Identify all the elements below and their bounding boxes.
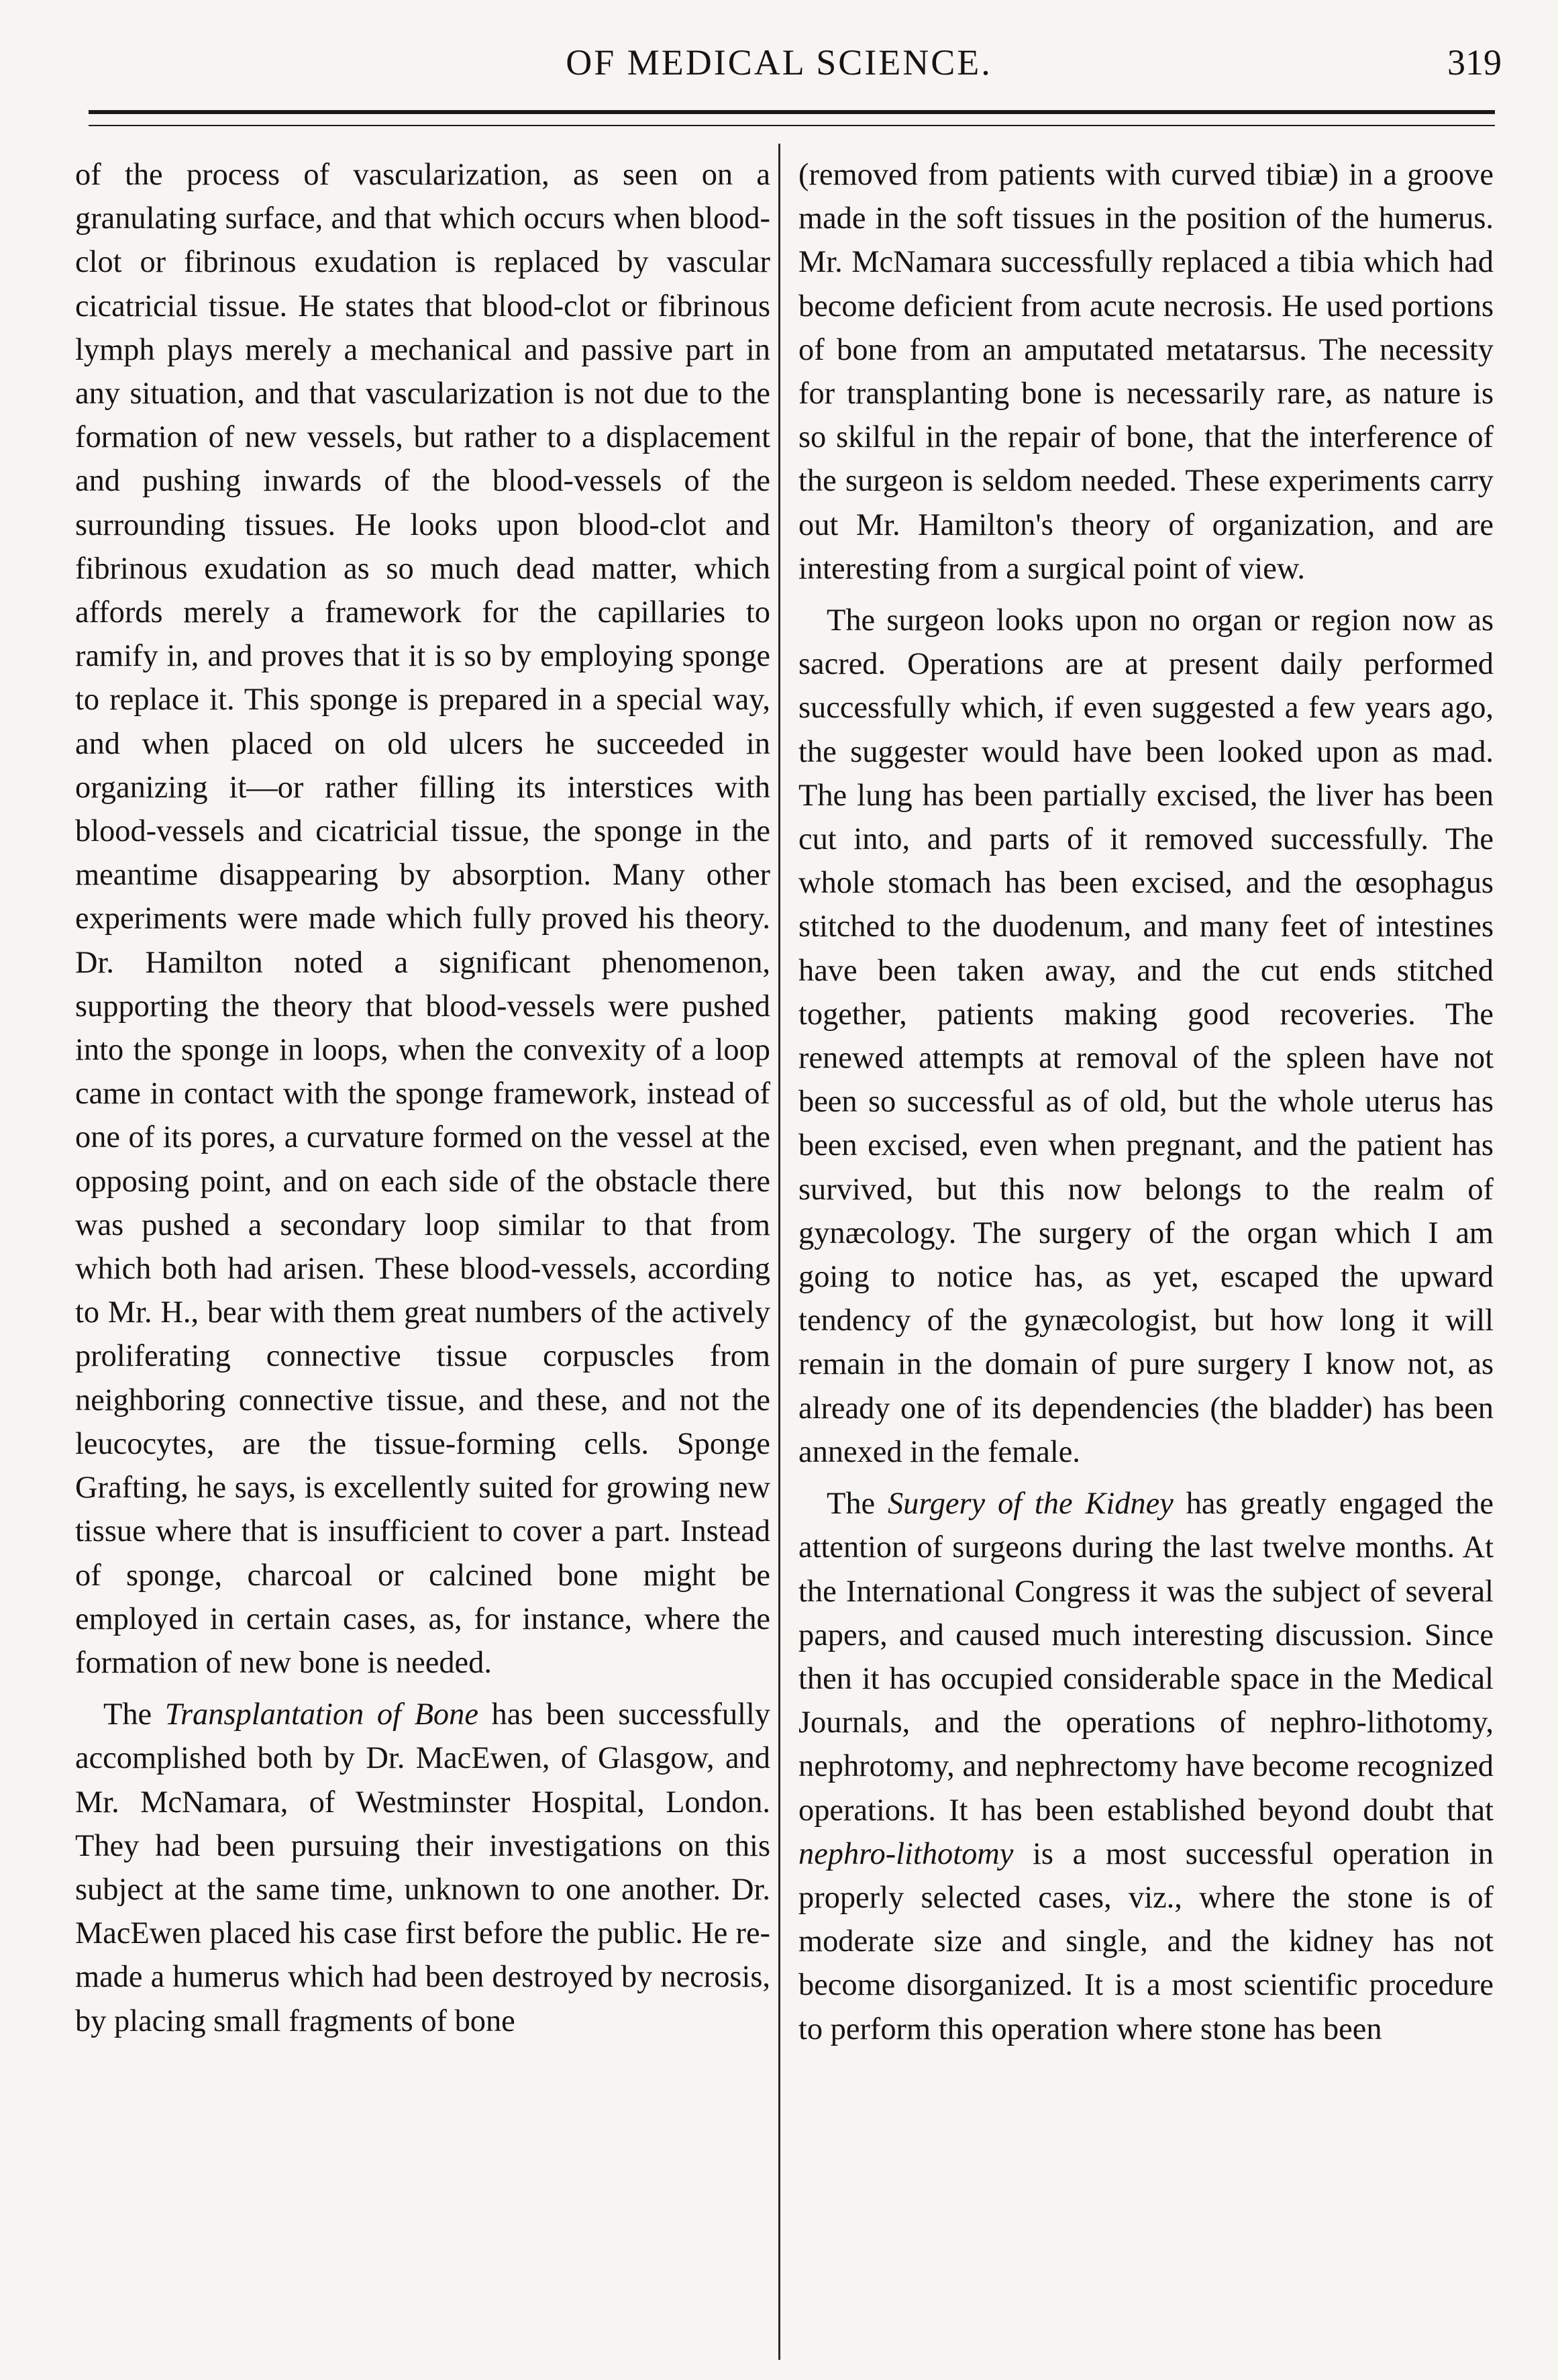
page-header bbox=[0, 32, 1558, 93]
italic-term: nephro-lithotomy bbox=[798, 1836, 1014, 1871]
italic-term: Surgery of the Kidney bbox=[887, 1487, 1174, 1522]
paragraph-kidney-surgery bbox=[798, 1482, 1494, 2051]
text-segment: has been successfully accomplished both by Dr. MacEwen, of Glasgow, and Mr. McNamara, of Westminster Hospital, London. They had been pursuing their investigations on this subject at the same time, unknown to one another. Dr. MacEwen placed his case first before the public. He re-made a humerus which had been destroyed by necrosis, by placing small fragments of bone bbox=[75, 1697, 770, 2038]
paragraph-bone-transplantation bbox=[75, 1693, 770, 2043]
paragraph-organ-surgery: The surgeon looks upon no organ or region now as sacred. Operations are at present daily performed successfully which, if even suggested a few years ago, the suggester would have been looked upon as mad. The lung has been partially excised, the liver has been cut into, and parts of it removed successfully. The whole stomach has been excised, and the œsophagus stitched to the duodenum, and many feet of intestines have been taken away, and the cut ends stitched together, patients making good recoveries. The renewed attempts at removal of the spleen have not been so successful as of old, but the whole uterus has been excised, even when pregnant, and the patient has survived, but this now belongs to the realm of gynæcology. The surgery of the organ which I am going to notice has, as yet, escaped the upward tendency of the gynæcologist, but how long it will remain in the domain of pure surgery I know not, as already one of its dependencies (the bladder) has been annexed in the female. bbox=[798, 603, 1494, 1469]
page-number: 319 bbox=[1447, 42, 1502, 83]
left-column bbox=[75, 153, 770, 2043]
paragraph-vascularization: of the process of vascularization, as seen on a granulating surface, and that which occurs when blood-clot or fibrinous exudation is replaced by vascular cicatricial tissue. He states that blood-clot or fibrinous lymph plays merely a mechanical and passive part in any situation, and that vascularization is not due to the formation of new vessels, but rather to a displacement and pushing inwards of the blood-vessels of the surrounding tissues. He looks upon blood-clot and fibrinous exudation as so much dead matter, which affords merely a framework for the capillaries to ramify in, and proves that it is so by employing sponge to replace it. This sponge is prepared in a special way, and when placed on old ulcers he succeeded in organizing it—or rather filling its interstices with blood-vessels and cicatricial tissue, the sponge in the meantime disappearing by absorption. Many other experiments were made which fully proved his theory. Dr. Hamilton noted a significant phenomenon, supporting the theory that blood-vessels were pushed into the sponge in loops, when the convexity of a loop came in contact with the sponge framework, instead of one of its pores, a curvature formed on the vessel at the opposing point, and on each side of the obstacle there was pushed a secondary loop similar to that from which both had arisen. These blood-vessels, according to Mr. H., bear with them great numbers of the actively proliferating connective tissue corpuscles from neighboring connective tissue, and these, and not the leucocytes, are the tissue-forming cells. Sponge Grafting, he says, is excellently suited for growing new tissue where that is insufficient to cover a part. Instead of sponge, charcoal or calcined bone might be employed in certain cases, as, for instance, where the formation of new bone is needed. bbox=[75, 158, 770, 1680]
text-segment: The bbox=[827, 1487, 888, 1522]
right-column bbox=[798, 153, 1494, 2051]
header-rule-thin bbox=[89, 125, 1495, 126]
text-segment: is a most successful operation in properly selected cases, viz., where the stone is of moderate size and single, and the kidney has not become disorganized. It is a most scientific procedure to perform this operation where stone has been bbox=[798, 1836, 1494, 2046]
italic-term: Transplantation of Bone bbox=[164, 1697, 478, 1732]
column-divider bbox=[778, 144, 780, 2360]
header-rule-thick bbox=[89, 110, 1495, 114]
running-title: OF MEDICAL SCIENCE. bbox=[566, 42, 992, 83]
text-segment: The bbox=[103, 1697, 165, 1732]
paragraph-bone-continued: (removed from patients with curved tibiæ) in a groove made in the soft tissues in the position of the humerus. Mr. McNamara successfully replaced a tibia which had become deficient from acute necrosis. He used portions of bone from an amputated metatarsus. The necessity for transplanting bone is necessarily rare, as nature is so skilful in the repair of bone, that the interference of the surgeon is seldom needed. These experiments carry out Mr. Hamilton's theory of organization, and are interesting from a surgical point of view. bbox=[798, 158, 1494, 586]
text-segment: has greatly engaged the attention of surgeons during the last twelve months. At the International Congress it was the subject of several papers, and caused much interesting discussion. Since then it has occupied considerable space in the Medical Journals, and the operations of nephro-lithotomy, nephrotomy, and nephrectomy have become recognized operations. It has been established beyond doubt that bbox=[798, 1487, 1494, 1828]
